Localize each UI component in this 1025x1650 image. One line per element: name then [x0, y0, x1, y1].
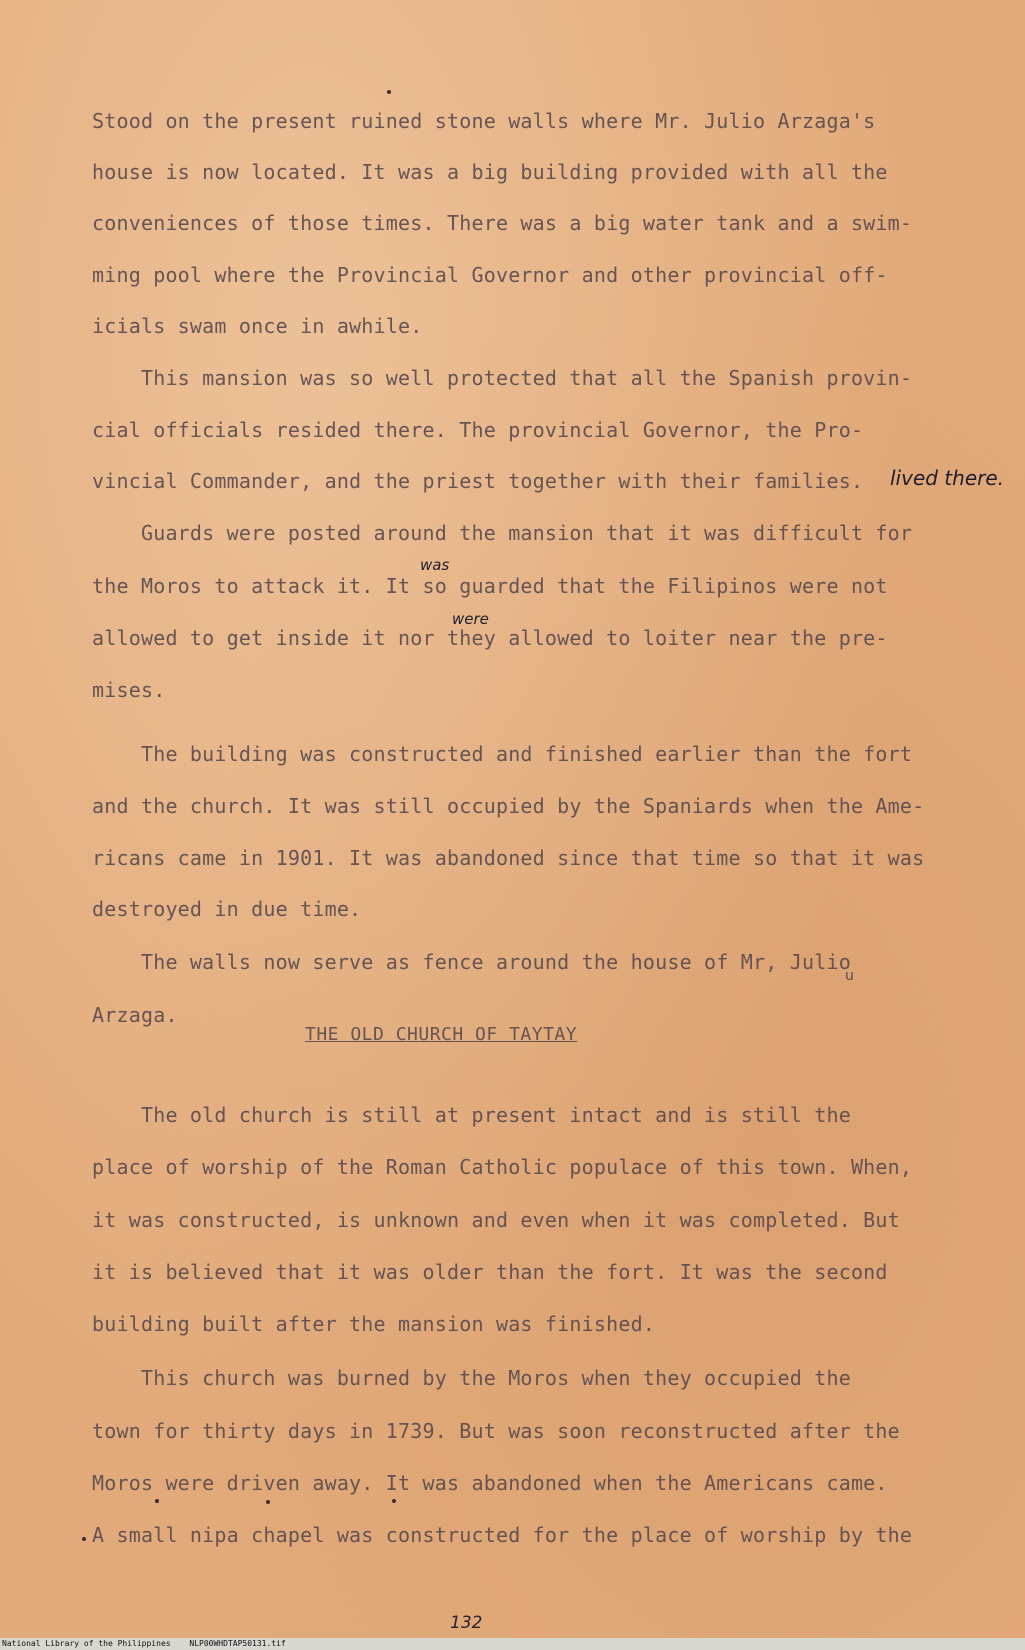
handwritten-annotation-was: was — [420, 556, 450, 574]
text-line: Moros were driven away. It was abandoned when the Americans came. — [92, 1471, 888, 1495]
text-line: place of worship of the Roman Catholic populace of this town. When, — [92, 1155, 913, 1179]
text-line: ming pool where the Provincial Governor and other provincial off- — [92, 263, 888, 287]
text-line: house is now located. It was a big building provided with all the — [92, 160, 888, 184]
text-line: mises. — [92, 678, 166, 702]
text-line: vincial Commander, and the priest together with their families. — [92, 469, 864, 493]
text-line: building built after the mansion was finished. — [92, 1312, 656, 1336]
text-line: cial officials resided there. The provincial Governor, the Pro- — [92, 418, 864, 442]
ink-speck — [392, 1499, 396, 1503]
text-line: conveniences of those times. There was a big water tank and a swim- — [92, 211, 913, 235]
text-line: Stood on the present ruined stone walls where Mr. Julio Arzaga's — [92, 109, 876, 133]
ink-speck — [387, 90, 391, 94]
text-line: A small nipa chapel was constructed for the place of worship by the — [92, 1523, 913, 1547]
ink-speck — [155, 1499, 159, 1503]
text-line: ricans came in 1901. It was abandoned since that time so that it was — [92, 846, 925, 870]
text-line: Guards were posted around the mansion that it was difficult for — [92, 521, 913, 545]
ink-speck — [82, 1537, 86, 1541]
scan-footer — [0, 1638, 1025, 1650]
footer-file-id: NLP00WHDTAP50131.tif — [189, 1639, 286, 1648]
text-line: the Moros to attack it. It so guarded that the Filipinos were not — [92, 574, 888, 598]
section-heading: THE OLD CHURCH OF TAYTAY — [305, 1024, 578, 1045]
typed-annotation-u: u — [845, 968, 854, 984]
text-line: destroyed in due time. — [92, 897, 362, 921]
text-line: Arzaga. — [92, 1003, 178, 1027]
text-line: icials swam once in awhile. — [92, 314, 423, 338]
handwritten-annotation-lived-there: lived there. — [890, 466, 1005, 490]
text-line: This church was burned by the Moros when they occupied the — [92, 1366, 851, 1390]
footer-library: National Library of the Philippines — [2, 1639, 171, 1648]
text-line: This mansion was so well protected that all the Spanish provin- — [92, 366, 913, 390]
text-line: allowed to get inside it nor they allowed to loiter near the pre- — [92, 626, 888, 650]
text-line: town for thirty days in 1739. But was soon reconstructed after the — [92, 1419, 900, 1443]
text-line: it is believed that it was older than the fort. It was the second — [92, 1260, 888, 1284]
ink-speck — [266, 1500, 270, 1504]
handwritten-annotation-were: were — [452, 610, 489, 628]
text-line: The building was constructed and finished earlier than the fort — [92, 742, 913, 766]
text-line: The old church is still at present intact and is still the — [92, 1103, 851, 1127]
text-line: The walls now serve as fence around the house of Mr, Julio — [92, 950, 851, 974]
text-line: and the church. It was still occupied by the Spaniards when the Ame- — [92, 794, 925, 818]
page-number: 132 — [450, 1613, 483, 1633]
text-line: it was constructed, is unknown and even when it was completed. But — [92, 1208, 900, 1232]
